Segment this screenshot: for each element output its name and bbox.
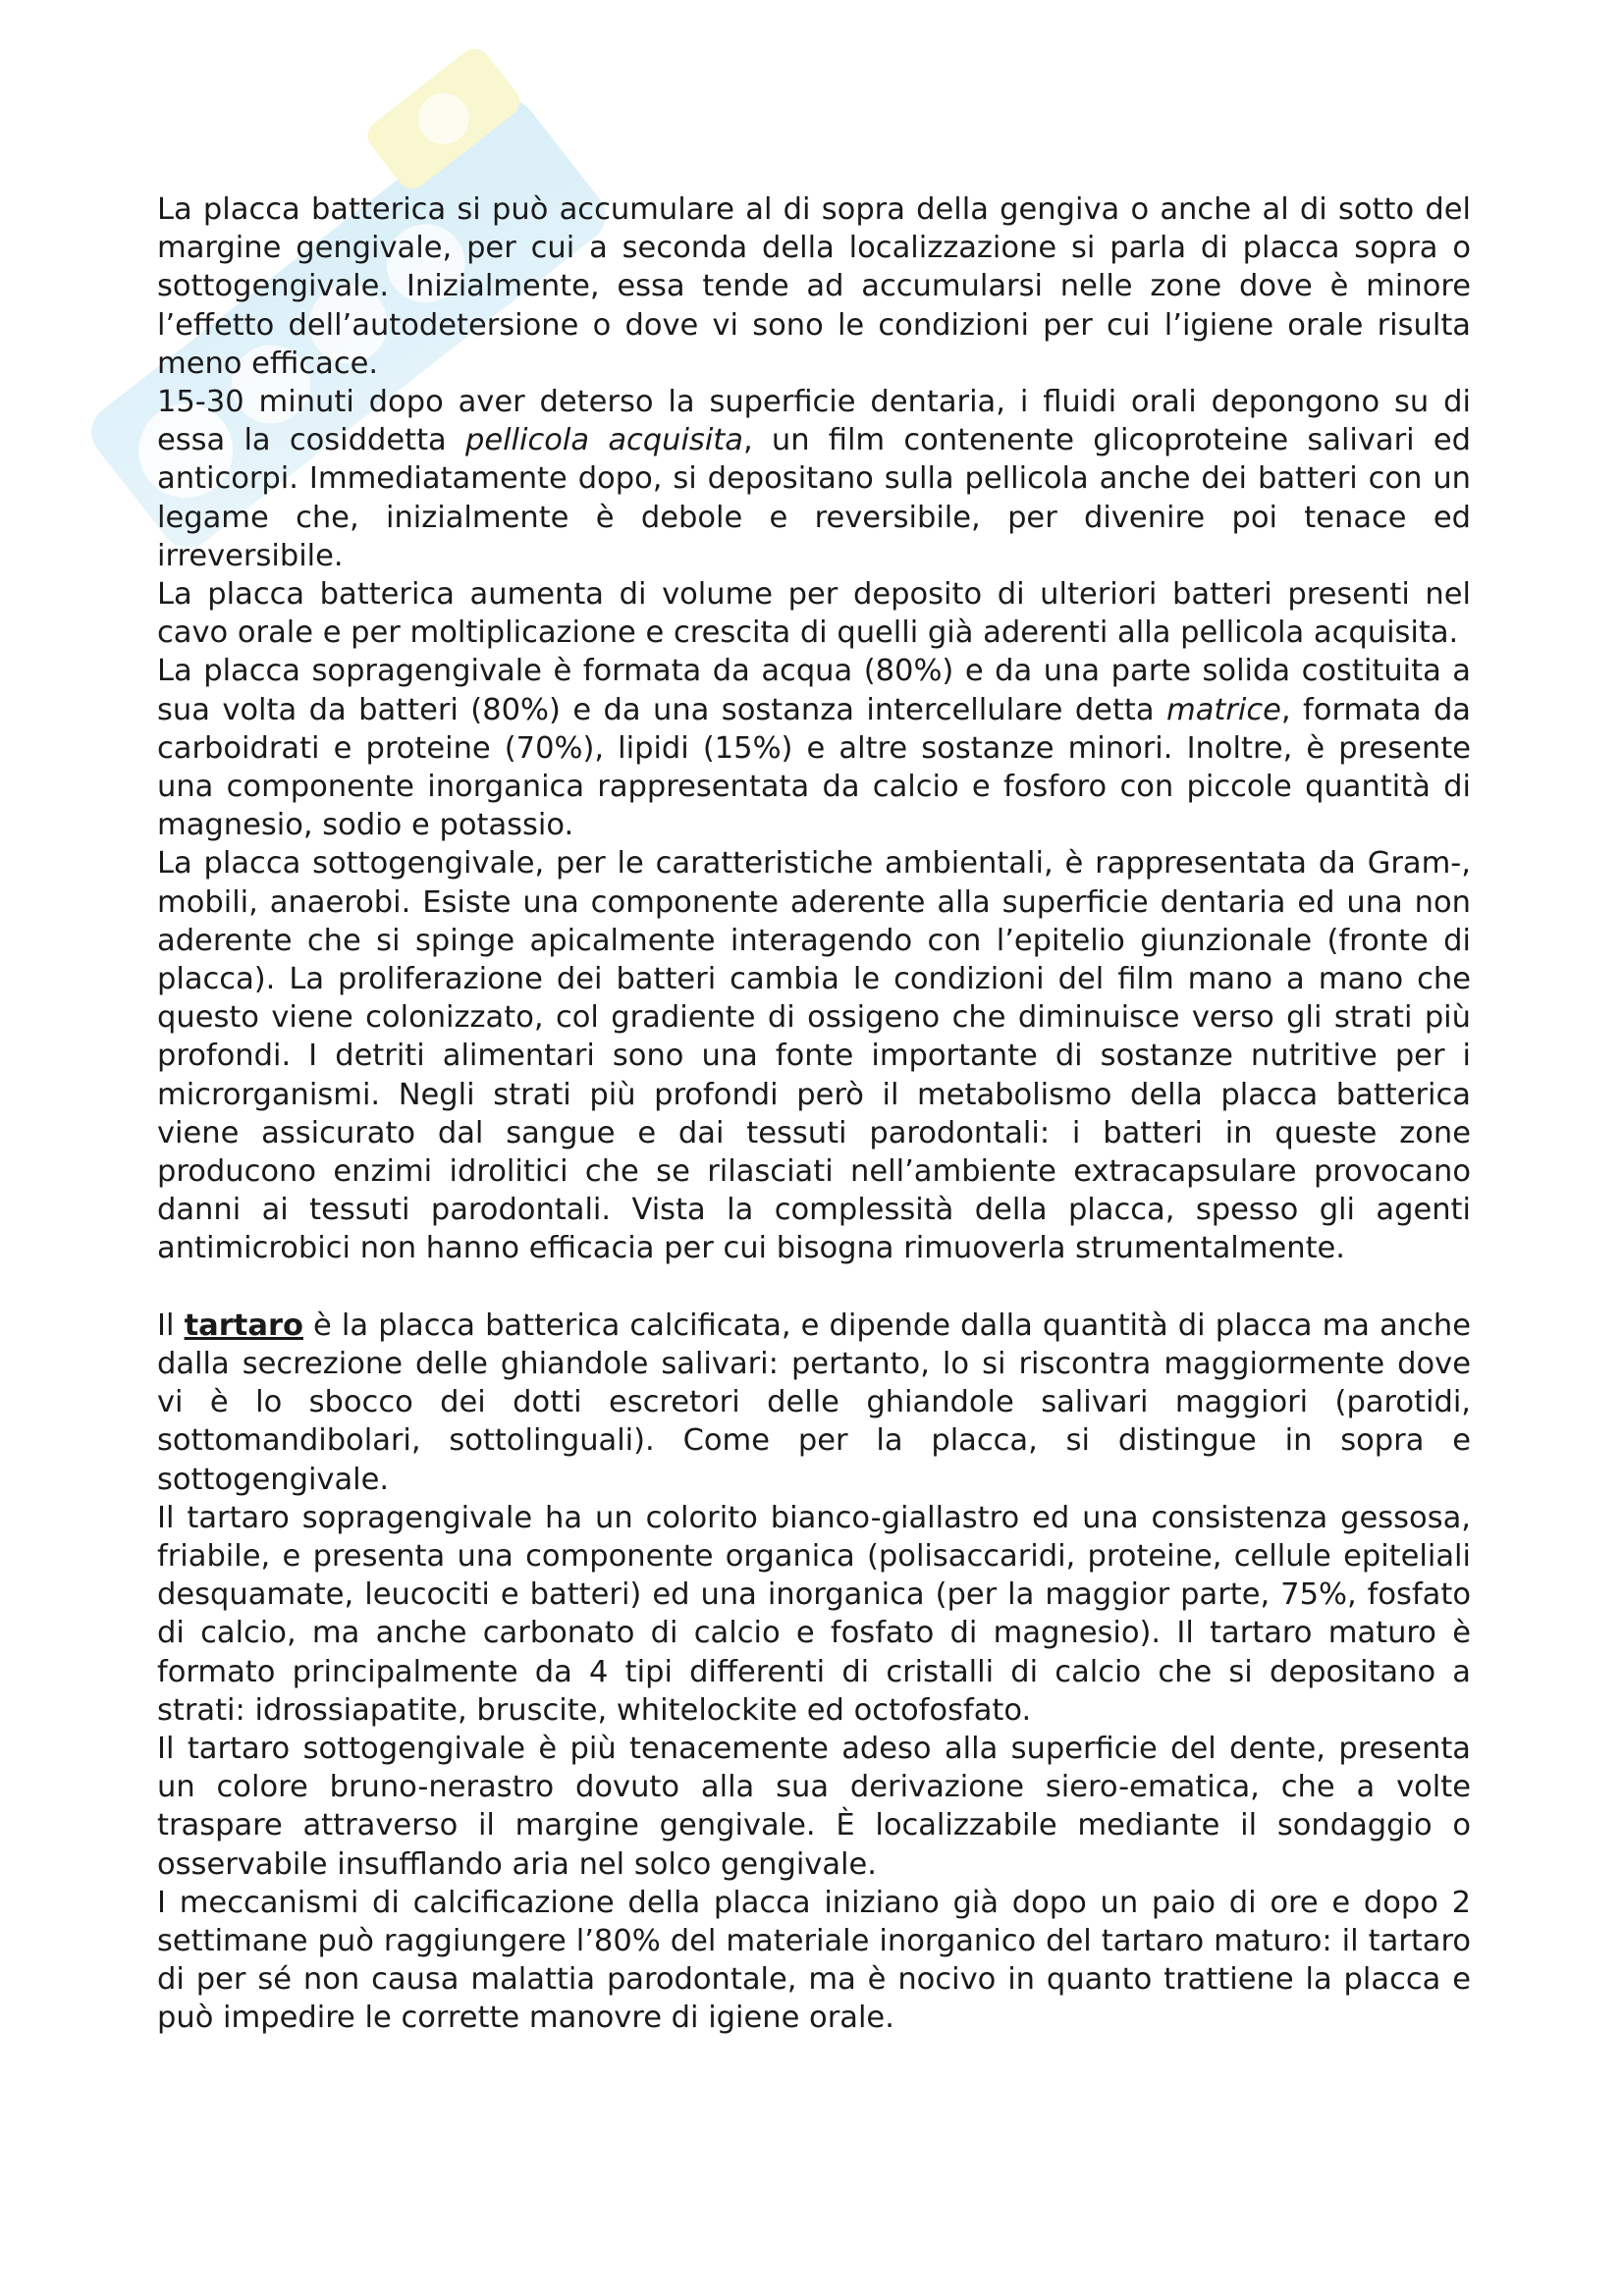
italic-term-matrice: matrice [1166,692,1281,727]
paragraph-tartaro: Il tartaro è la placca batterica calcificata, e dipende dalla quantità di placca ma anche dalla secrezione delle ghiandole salivari: pertanto, lo si riscontra maggiormente dove vi è lo sbocco dei dotti escretori delle ghiandole salivari maggiori (parotidi, sottomandibolari, sottolinguali). Come per la placca, si distingue in sopra e sottogengivale. [157,1308,1471,1497]
document-body [157,190,1471,2038]
paragraph-tartaro-sottogengivale: Il tartaro sottogengivale è più tenacemente adeso alla superficie del dente, presenta un colore bruno-nerastro dovuto alla sua derivazione siero-ematica, che a volte traspare attraverso il margine gengivale. È localizzabile mediante il sondaggio o osservabile insufflando aria nel solco gengivale. [157,1731,1471,1882]
paragraph-pellicola-acquisita: 15-30 minuti dopo aver deterso la superficie dentaria, i fluidi orali depongono su di essa la cosiddetta pellicola acquisita, un film contenente glicoproteine salivari ed anticorpi. Immediatamente dopo, si depositano sulla pellicola anche dei batteri con un legame che, inizialmente è debole e reversibile, per divenire poi tenace ed irreversibile. [157,385,1471,573]
paragraph-placca-sopragengivale: La placca sopragengivale è formata da acqua (80%) e da una parte solida costituita a sua volta da batteri (80%) e da una sostanza intercellulare detta matrice, formata da carboidrati e proteine (70%), lipidi (15%) e altre sostanze minori. Inoltre, è presente una componente inorganica rappresentata da calcio e fosforo con piccole quantità di magnesio, sodio e potassio. [157,654,1471,843]
bold-term-tartaro: tartaro [184,1308,303,1343]
italic-term-pellicola-acquisita: pellicola acquisita [464,423,743,458]
paragraph-calcificazione: I meccanismi di calcificazione della placca iniziano già dopo un paio di ore e dopo 2 settimane può raggiungere l’80% del materiale inorganico del tartaro maturo: il tartaro di per sé non causa malattia parodontale, ma è nocivo in quanto trattiene la placca e può impedire le corrette manovre di igiene orale. [157,1885,1471,2036]
paragraph-aumento-volume: La placca batterica aumenta di volume per deposito di ulteriori batteri presenti nel cavo orale e per moltiplicazione e crescita di quelli già aderenti alla pellicola acquisita. [157,577,1471,651]
paragraph-placca-sottogengivale: La placca sottogengivale, per le caratteristiche ambientali, è rappresentata da Gram-, mobili, anaerobi. Esiste una componente aderente alla superficie dentaria ed una non aderente che si spinge apicalmente interagendo con l’epitelio giunzionale (fronte di placca). La proliferazione dei batteri cambia le condizioni del film mano a mano che questo viene colonizzato, col gradiente di ossigeno che diminuisce verso gli strati più profondi. I detriti alimentari sono una fonte importante di sostanze nutritive per i microrganismi. Negli strati più profondi però il metabolismo della placca batterica viene assicurato dal sangue e dai tessuti parodontali: i batteri in queste zone producono enzimi idrolitici che se rilasciati nell’ambiente extracapsulare provocano danni ai tessuti parodontali. Vista la complessità della placca, spesso gli agenti antimicrobici non hanno efficacia per cui bisogna rimuoverla strumentalmente. [157,846,1471,1266]
paragraph-tartaro-sopragengivale: Il tartaro sopragengivale ha un colorito bianco-giallastro ed una consistenza gessosa, friabile, e presenta una componente organica (polisaccaridi, proteine, cellule epiteliali desquamate, leucociti e batteri) ed una inorganica (per la maggior parte, 75%, fosfato di calcio, ma anche carbonato di calcio e fosfato di magnesio). Il tartaro maturo è formato principalmente da 4 tipi differenti di cristalli di calcio che si depositano a strati: idrossiapatite, bruscite, whitelockite ed octofosfato. [157,1500,1471,1728]
paragraph-placca-localizzazione: La placca batterica si può accumulare al di sopra della gengiva o anche al di sotto del margine gengivale, per cui a seconda della localizzazione si parla di placca sopra o sottogengivale. Inizialmente, essa tende ad accumularsi nelle zone dove è minore l’effetto dell’autodetersione o dove vi sono le condizioni per cui l’igiene orale risulta meno efficace. [157,192,1471,381]
